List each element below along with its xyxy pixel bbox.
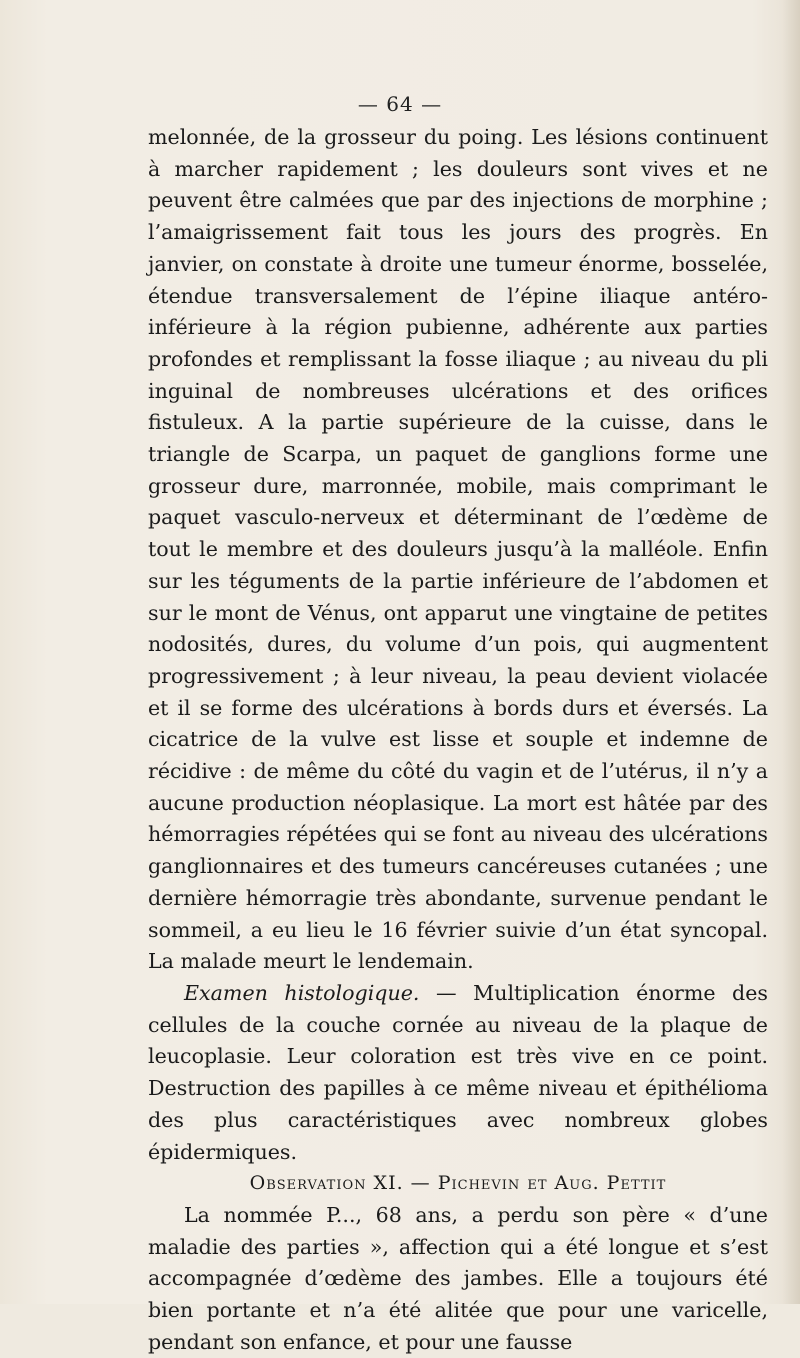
observation-title: Observation XI. — Pichevin et Aug. Pettit — [249, 1172, 667, 1195]
paragraph-1: melonnée, de la grosseur du poing. Les lésions continuent à marcher rapidement ; les douleurs sont vives et ne peuvent être calmées que par des injections de morphine ; l’amaigrissement fait tous les jours des progrès. En janvier, on constate à droite une tumeur énorme, bosselée, étendue transversalement de l’épine iliaque antéro-inférieure à la région pubienne, adhérente aux parties profondes et remplissant la fosse iliaque ; au niveau du pli inguinal de nombreuses ulcérations et des orifices fistuleux. A la partie supérieure de la cuisse, dans le triangle de Scarpa, un paquet de ganglions forme une grosseur dure, marronnée, mobile, mais comprimant le paquet vasculo-nerveux et déterminant de l’œdème de tout le membre et des douleurs jusqu’à la malléole. Enfin sur les téguments de la partie inférieure de l’abdomen et sur le mont de Vénus, ont apparut une vingtaine de petites nodosités, dures, du volume d’un pois, qui augmentent progressivement ; à leur niveau, la peau devient violacée et il se forme des ulcérations à bords durs et éversés. La cicatrice de la vulve est lisse et souple et indemne de récidive : de même du côté du vagin et de l’utérus, il n’y a aucune production néoplasique. La mort est hâtée par des hémorragies répétées qui se font au niveau des ulcérations ganglionnaires et des tumeurs cancéreuses cutanées ; une dernière hémorragie très abondante, survenue pendant le sommeil, a eu lieu le 16 février suivie d’un état syncopal. La malade meurt le lendemain. — [148, 125, 768, 974]
page-number: — 64 — — [357, 92, 443, 116]
paragraph-3: La nommée P..., 68 ans, a perdu son père « d’une maladie des parties », affection qui a été longue et s’est accompagnée d’œdème des jambes. Elle a toujours été bien portante et n’a été alitée que pour une varicelle, pendant son enfance, et pour une fausse — [148, 1202, 768, 1354]
body-text — [148, 122, 768, 1358]
page-edge-shadow — [782, 0, 800, 1304]
histology-heading: Examen histologique. — [184, 980, 420, 1005]
histology-text: — Multiplication énorme des cellules de la couche cornée au niveau de la plaque de leucoplasie. Leur coloration est très vive en ce point. Destruction des papilles à ce même niveau et épithélioma des plus caractéristiques avec nombreux globes épidermiques. — [148, 980, 768, 1164]
paragraph-histology — [148, 978, 768, 1168]
